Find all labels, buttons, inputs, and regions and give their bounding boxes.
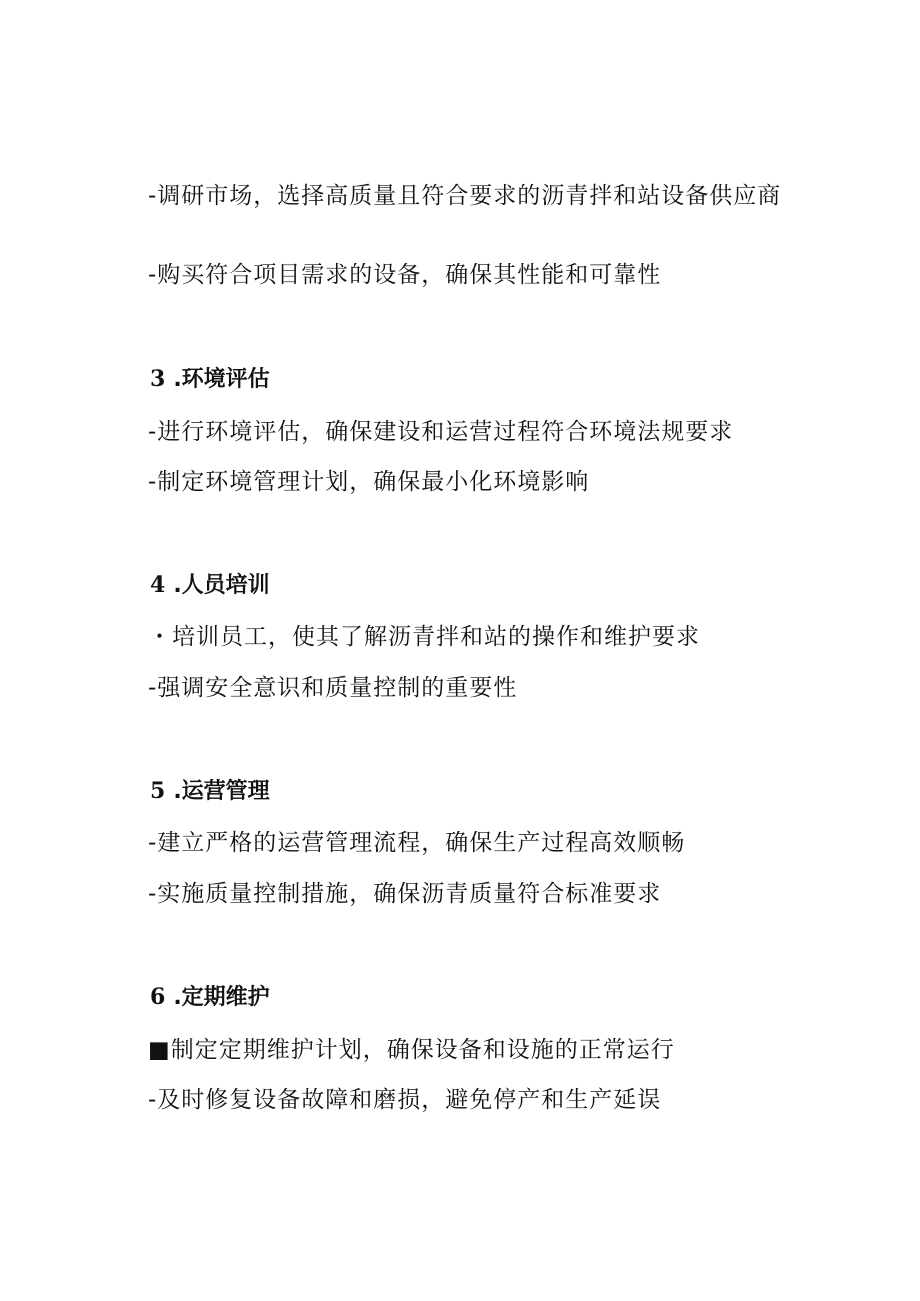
list-item: -实施质量控制措施，确保沥青质量符合标准要求 [148,881,662,907]
section-number: 4 [150,572,166,598]
section-heading-6 [150,982,270,1013]
list-item: -进行环境评估，确保建设和运营过程符合环境法规要求 [148,419,734,445]
list-item: ■制定定期维护计划，确保设备和设施的正常运行 [148,1037,675,1063]
section-number: 3 [150,366,166,392]
list-item: ・培训员工，使其了解沥青拌和站的操作和维护要求 [148,624,700,650]
list-item: -及时修复设备故障和磨损，避免停产和生产延误 [148,1087,662,1113]
list-item: -调研市场，选择高质量且符合要求的沥青拌和站设备供应商 [148,183,782,209]
list-item: -建立严格的运营管理流程，确保生产过程高效顺畅 [148,830,686,856]
list-item: -制定环境管理计划，确保最小化环境影响 [148,469,590,495]
section-title: .运营管理 [173,779,270,804]
section-title: .人员培训 [173,573,270,598]
section-title: .定期维护 [173,985,270,1010]
section-heading-3 [150,364,270,395]
list-item: -购买符合项目需求的设备，确保其性能和可靠性 [148,262,662,288]
list-item: -强调安全意识和质量控制的重要性 [148,675,518,701]
section-heading-4 [150,570,270,601]
section-number: 5 [150,778,166,804]
section-title: .环境评估 [173,367,270,392]
section-number: 6 [150,984,166,1010]
section-heading-5 [150,776,270,807]
